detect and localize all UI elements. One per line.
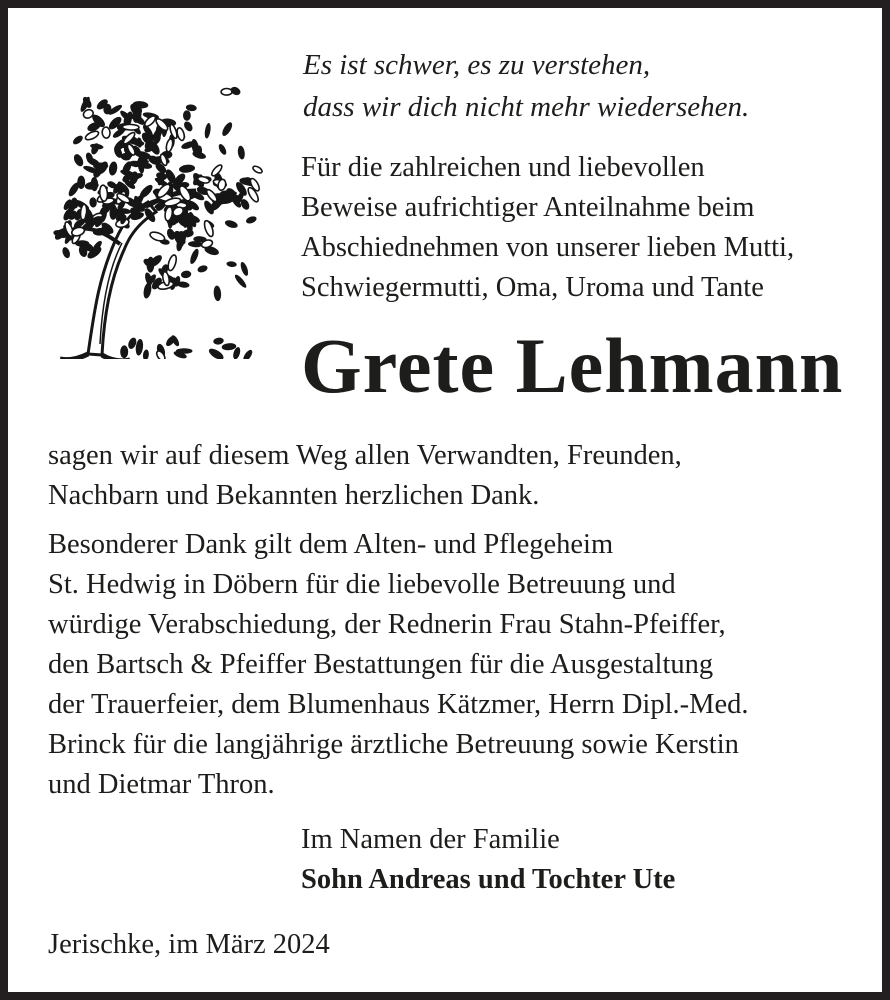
intro-line-2: Beweise aufrichtiger Anteilnahme beim <box>301 192 755 223</box>
intro-line-4: Schwiegermutti, Oma, Uroma und Tante <box>301 272 764 303</box>
opening-verse <box>303 44 749 128</box>
special-thanks-line-5: der Trauerfeier, dem Blumenhaus Kätzmer, Herrn Dipl.-Med. <box>48 689 749 720</box>
verse-line-1: Es ist schwer, es zu verstehen, <box>303 49 651 81</box>
special-thanks-paragraph <box>48 525 749 805</box>
thanks-paragraph <box>48 436 682 516</box>
verse-line-2: dass wir dich nicht mehr wiedersehen. <box>303 91 750 123</box>
intro-line-1: Für die zahlreichen und liebevollen <box>301 152 705 183</box>
thanks-line-1: sagen wir auf diesem Weg allen Verwandten, Freunden, <box>48 440 682 471</box>
tree-illustration <box>28 64 268 359</box>
family-closing <box>301 820 675 900</box>
special-thanks-line-1: Besonderer Dank gilt dem Alten- und Pflegeheim <box>48 529 614 560</box>
special-thanks-line-4: den Bartsch & Pfeiffer Bestattungen für die Ausgestaltung <box>48 649 714 680</box>
place-and-date: Jerischke, im März 2024 <box>48 929 330 960</box>
in-the-name-of-family: Im Namen der Familie <box>301 824 560 855</box>
deceased-name: Grete Lehmann <box>301 322 844 409</box>
special-thanks-line-7: und Dietmar Thron. <box>48 769 275 800</box>
thanks-line-2: Nachbarn und Bekannten herzlichen Dank. <box>48 480 540 511</box>
tree-root-left <box>60 354 88 359</box>
family-names: Sohn Andreas und Tochter Ute <box>301 864 676 895</box>
special-thanks-line-2: St. Hedwig in Döbern für die liebevolle Betreuung und <box>48 569 676 600</box>
intro-paragraph <box>301 148 794 308</box>
special-thanks-line-3: würdige Verabschiedung, der Rednerin Frau Stahn-Pfeiffer, <box>48 609 726 640</box>
intro-line-3: Abschiednehmen von unserer lieben Mutti, <box>301 232 795 263</box>
special-thanks-line-6: Brinck für die langjährige ärztliche Betreuung sowie Kerstin <box>48 729 739 760</box>
